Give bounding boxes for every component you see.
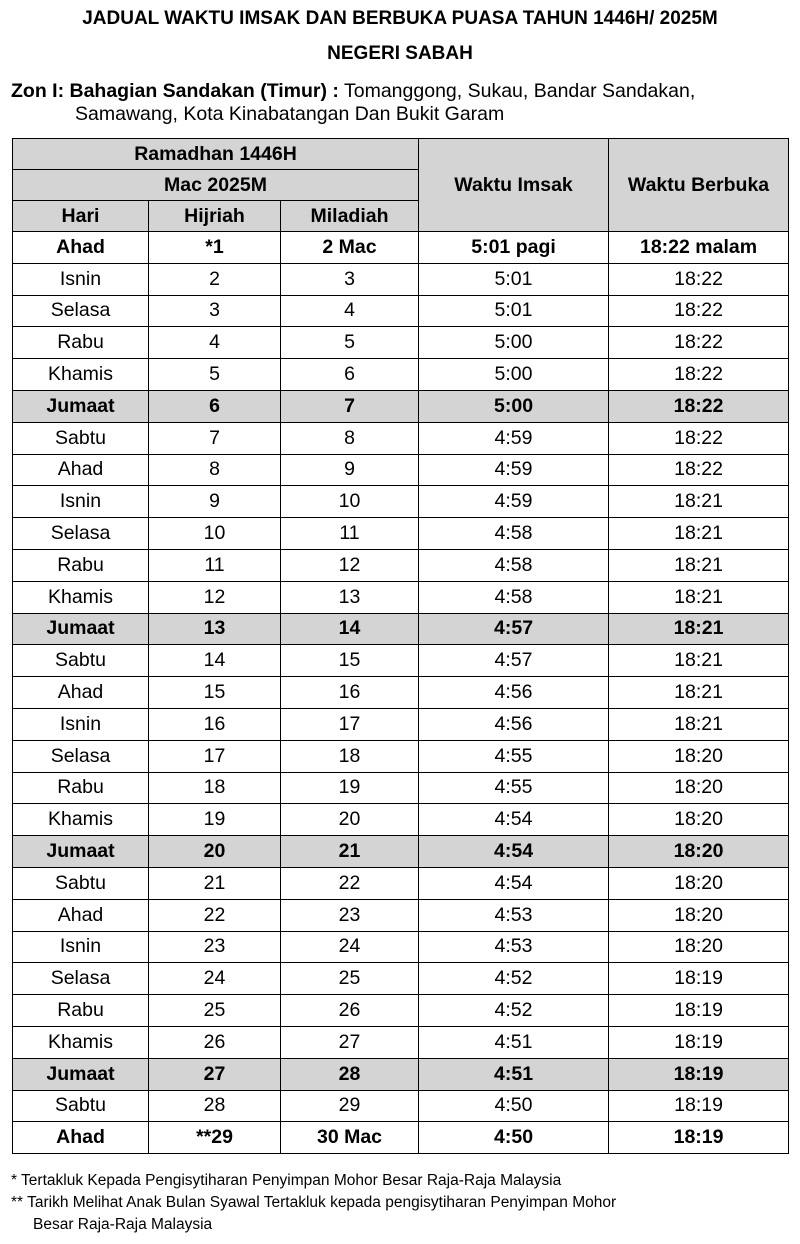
cell-hari: Selasa <box>13 963 149 995</box>
table-row <box>13 549 789 581</box>
cell-miladiah: 21 <box>281 836 419 868</box>
table-row <box>13 772 789 804</box>
header-imsak: Waktu Imsak <box>419 139 609 232</box>
cell-berbuka: 18:21 <box>609 486 789 518</box>
table-row <box>13 804 789 836</box>
cell-hari: Ahad <box>13 677 149 709</box>
header-berbuka: Waktu Berbuka <box>609 139 789 232</box>
cell-hijriah: 3 <box>149 295 281 327</box>
cell-imsak: 4:58 <box>419 549 609 581</box>
cell-hijriah: 14 <box>149 645 281 677</box>
cell-miladiah: 13 <box>281 581 419 613</box>
cell-berbuka: 18:21 <box>609 645 789 677</box>
cell-berbuka: 18:22 malam <box>609 232 789 264</box>
table-row <box>13 581 789 613</box>
cell-imsak: 5:00 <box>419 327 609 359</box>
header-ramadhan: Ramadhan 1446H <box>13 139 419 170</box>
table-row <box>13 1058 789 1090</box>
cell-hijriah: 10 <box>149 518 281 550</box>
cell-hari: Ahad <box>13 899 149 931</box>
cell-miladiah: 25 <box>281 963 419 995</box>
cell-hari: Isnin <box>13 486 149 518</box>
cell-berbuka: 18:19 <box>609 1122 789 1154</box>
zone-description <box>11 80 791 126</box>
cell-miladiah: 16 <box>281 677 419 709</box>
cell-berbuka: 18:21 <box>609 708 789 740</box>
cell-hari: Selasa <box>13 518 149 550</box>
table-row <box>13 263 789 295</box>
cell-imsak: 5:00 <box>419 390 609 422</box>
cell-imsak: 4:59 <box>419 454 609 486</box>
cell-hijriah: *1 <box>149 232 281 264</box>
cell-imsak: 4:53 <box>419 899 609 931</box>
table-row <box>13 486 789 518</box>
cell-miladiah: 26 <box>281 995 419 1027</box>
cell-hari: Jumaat <box>13 390 149 422</box>
cell-miladiah: 20 <box>281 804 419 836</box>
cell-miladiah: 5 <box>281 327 419 359</box>
cell-hari: Selasa <box>13 295 149 327</box>
cell-berbuka: 18:22 <box>609 454 789 486</box>
cell-berbuka: 18:19 <box>609 1058 789 1090</box>
cell-hijriah: 25 <box>149 995 281 1027</box>
cell-hari: Ahad <box>13 232 149 264</box>
cell-berbuka: 18:21 <box>609 581 789 613</box>
cell-hijriah: 18 <box>149 772 281 804</box>
table-row <box>13 1090 789 1122</box>
cell-hijriah: 2 <box>149 263 281 295</box>
schedule-body <box>13 232 789 1154</box>
table-row <box>13 1026 789 1058</box>
cell-miladiah: 29 <box>281 1090 419 1122</box>
cell-miladiah: 9 <box>281 454 419 486</box>
cell-hari: Isnin <box>13 931 149 963</box>
cell-hijriah: 16 <box>149 708 281 740</box>
table-row <box>13 931 789 963</box>
cell-hijriah: 27 <box>149 1058 281 1090</box>
cell-hari: Jumaat <box>13 613 149 645</box>
schedule-table <box>12 138 789 1154</box>
table-row <box>13 963 789 995</box>
cell-hari: Jumaat <box>13 1058 149 1090</box>
cell-berbuka: 18:21 <box>609 613 789 645</box>
cell-berbuka: 18:21 <box>609 549 789 581</box>
cell-hari: Khamis <box>13 804 149 836</box>
cell-hijriah: 4 <box>149 327 281 359</box>
cell-berbuka: 18:22 <box>609 390 789 422</box>
cell-hari: Isnin <box>13 708 149 740</box>
footnote-1: * Tertakluk Kepada Pengisytiharan Penyimpan Mohor Besar Raja-Raja Malaysia <box>11 1172 562 1189</box>
footnote-2-line-1: ** Tarikh Melihat Anak Bulan Syawal Tertakluk kepada pengisytiharan Penyimpan Mohor <box>11 1194 617 1211</box>
cell-hijriah: 12 <box>149 581 281 613</box>
table-row <box>13 613 789 645</box>
header-miladiah: Miladiah <box>281 201 419 232</box>
cell-berbuka: 18:20 <box>609 867 789 899</box>
cell-berbuka: 18:22 <box>609 295 789 327</box>
cell-imsak: 4:58 <box>419 518 609 550</box>
cell-hijriah: 7 <box>149 422 281 454</box>
cell-hijriah: 6 <box>149 390 281 422</box>
header-hijriah: Hijriah <box>149 201 281 232</box>
table-row <box>13 899 789 931</box>
cell-berbuka: 18:19 <box>609 1090 789 1122</box>
table-row <box>13 232 789 264</box>
cell-imsak: 5:01 <box>419 263 609 295</box>
cell-hari: Sabtu <box>13 867 149 899</box>
cell-hijriah: 11 <box>149 549 281 581</box>
cell-hijriah: 22 <box>149 899 281 931</box>
cell-berbuka: 18:20 <box>609 931 789 963</box>
header-month: Mac 2025M <box>13 170 419 201</box>
table-row <box>13 677 789 709</box>
cell-imsak: 4:59 <box>419 486 609 518</box>
cell-hijriah: 20 <box>149 836 281 868</box>
document-title: JADUAL WAKTU IMSAK DAN BERBUKA PUASA TAHUN 1446H/ 2025M <box>82 8 718 29</box>
table-row <box>13 295 789 327</box>
footnotes <box>11 1170 616 1236</box>
cell-imsak: 4:55 <box>419 772 609 804</box>
cell-berbuka: 18:22 <box>609 327 789 359</box>
cell-berbuka: 18:22 <box>609 422 789 454</box>
table-row <box>13 995 789 1027</box>
cell-hari: Selasa <box>13 740 149 772</box>
cell-berbuka: 18:20 <box>609 772 789 804</box>
cell-hijriah: 21 <box>149 867 281 899</box>
cell-imsak: 4:56 <box>419 677 609 709</box>
cell-berbuka: 18:19 <box>609 1026 789 1058</box>
cell-imsak: 4:57 <box>419 613 609 645</box>
cell-hari: Khamis <box>13 359 149 391</box>
cell-miladiah: 30 Mac <box>281 1122 419 1154</box>
cell-imsak: 4:59 <box>419 422 609 454</box>
table-row <box>13 740 789 772</box>
cell-miladiah: 4 <box>281 295 419 327</box>
cell-hijriah: 24 <box>149 963 281 995</box>
cell-miladiah: 17 <box>281 708 419 740</box>
cell-imsak: 4:53 <box>419 931 609 963</box>
cell-hari: Rabu <box>13 995 149 1027</box>
cell-hijriah: 13 <box>149 613 281 645</box>
cell-berbuka: 18:20 <box>609 740 789 772</box>
cell-hari: Ahad <box>13 1122 149 1154</box>
cell-miladiah: 14 <box>281 613 419 645</box>
table-row <box>13 454 789 486</box>
cell-imsak: 4:54 <box>419 804 609 836</box>
footnote-2-line-2: Besar Raja-Raja Malaysia <box>33 1216 213 1233</box>
cell-miladiah: 24 <box>281 931 419 963</box>
cell-miladiah: 8 <box>281 422 419 454</box>
zone-label: Zon I: Bahagian Sandakan (Timur) : <box>11 80 339 102</box>
cell-berbuka: 18:20 <box>609 804 789 836</box>
cell-imsak: 4:57 <box>419 645 609 677</box>
cell-miladiah: 27 <box>281 1026 419 1058</box>
header-hari: Hari <box>13 201 149 232</box>
cell-miladiah: 3 <box>281 263 419 295</box>
cell-hari: Ahad <box>13 454 149 486</box>
cell-miladiah: 23 <box>281 899 419 931</box>
cell-hijriah: 28 <box>149 1090 281 1122</box>
cell-imsak: 4:58 <box>419 581 609 613</box>
table-row <box>13 390 789 422</box>
zone-line-1 <box>11 80 791 103</box>
table-row <box>13 518 789 550</box>
cell-hijriah: 26 <box>149 1026 281 1058</box>
table-row <box>13 1122 789 1154</box>
cell-hijriah: 17 <box>149 740 281 772</box>
table-row <box>13 645 789 677</box>
cell-miladiah: 7 <box>281 390 419 422</box>
table-row <box>13 836 789 868</box>
cell-hijriah: 15 <box>149 677 281 709</box>
cell-miladiah: 28 <box>281 1058 419 1090</box>
cell-miladiah: 6 <box>281 359 419 391</box>
cell-imsak: 4:51 <box>419 1058 609 1090</box>
zone-areas-line-1: Tomanggong, Sukau, Bandar Sandakan, <box>344 80 696 102</box>
cell-imsak: 4:56 <box>419 708 609 740</box>
table-row <box>13 708 789 740</box>
cell-hijriah: 9 <box>149 486 281 518</box>
cell-imsak: 4:50 <box>419 1090 609 1122</box>
cell-berbuka: 18:20 <box>609 836 789 868</box>
cell-imsak: 5:01 <box>419 295 609 327</box>
cell-hari: Sabtu <box>13 422 149 454</box>
cell-imsak: 4:52 <box>419 995 609 1027</box>
cell-berbuka: 18:21 <box>609 677 789 709</box>
table-row <box>13 422 789 454</box>
cell-berbuka: 18:22 <box>609 359 789 391</box>
cell-hijriah: 8 <box>149 454 281 486</box>
zone-areas-line-2: Samawang, Kota Kinabatangan Dan Bukit Garam <box>75 103 505 125</box>
cell-hijriah: 23 <box>149 931 281 963</box>
cell-hari: Khamis <box>13 1026 149 1058</box>
cell-hari: Sabtu <box>13 1090 149 1122</box>
cell-imsak: 5:01 pagi <box>419 232 609 264</box>
cell-imsak: 4:54 <box>419 836 609 868</box>
cell-miladiah: 18 <box>281 740 419 772</box>
cell-miladiah: 19 <box>281 772 419 804</box>
cell-hijriah: **29 <box>149 1122 281 1154</box>
table-row <box>13 327 789 359</box>
cell-hari: Sabtu <box>13 645 149 677</box>
cell-imsak: 4:55 <box>419 740 609 772</box>
cell-berbuka: 18:19 <box>609 995 789 1027</box>
cell-miladiah: 22 <box>281 867 419 899</box>
cell-imsak: 4:54 <box>419 867 609 899</box>
table-row <box>13 867 789 899</box>
cell-miladiah: 10 <box>281 486 419 518</box>
cell-imsak: 4:52 <box>419 963 609 995</box>
cell-imsak: 4:50 <box>419 1122 609 1154</box>
cell-hari: Khamis <box>13 581 149 613</box>
cell-miladiah: 12 <box>281 549 419 581</box>
cell-berbuka: 18:21 <box>609 518 789 550</box>
cell-hari: Isnin <box>13 263 149 295</box>
cell-hari: Rabu <box>13 327 149 359</box>
cell-imsak: 5:00 <box>419 359 609 391</box>
cell-berbuka: 18:22 <box>609 263 789 295</box>
cell-hari: Rabu <box>13 549 149 581</box>
cell-miladiah: 2 Mac <box>281 232 419 264</box>
state-title: NEGERI SABAH <box>327 43 473 64</box>
table-row <box>13 359 789 391</box>
cell-imsak: 4:51 <box>419 1026 609 1058</box>
cell-hijriah: 19 <box>149 804 281 836</box>
cell-miladiah: 15 <box>281 645 419 677</box>
cell-miladiah: 11 <box>281 518 419 550</box>
cell-hari: Rabu <box>13 772 149 804</box>
cell-hari: Jumaat <box>13 836 149 868</box>
cell-berbuka: 18:19 <box>609 963 789 995</box>
cell-hijriah: 5 <box>149 359 281 391</box>
cell-berbuka: 18:20 <box>609 899 789 931</box>
